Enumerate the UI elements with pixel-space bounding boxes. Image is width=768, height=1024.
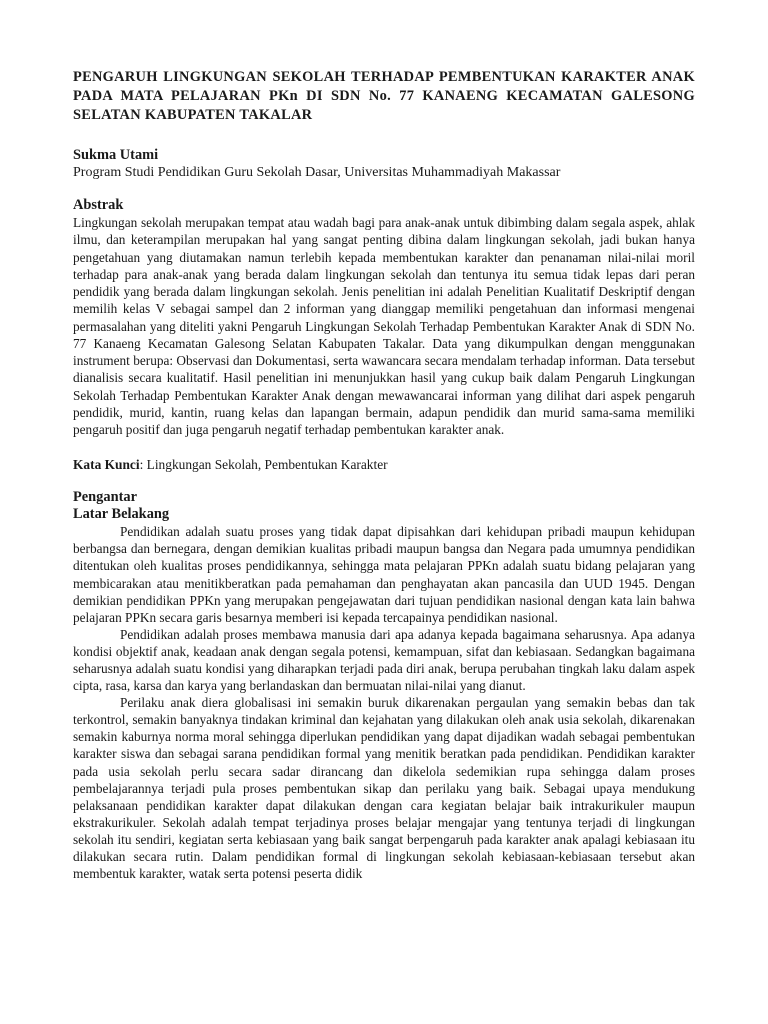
body-paragraph: Perilaku anak diera globalisasi ini semakin buruk dikarenakan pergaulan yang semakin bebas dan tak terkontrol, semakin banyaknya tindakan kriminal dan kejahatan yang dilakukan oleh anak usia sekolah, dikarenakan semakin kaburnya norma moral sehingga diperlukan pendidikan yang dapat dijadikan wadah sebagai pembentukan karakter siswa dan sebagai sarana pendidikan formal yang menitik beratkan pada pendidikan. Pendidikan karakter pada usia sekolah perlu secara sadar dirancang dan dikelola sedemikian rupa sehingga dalam proses pembelajarannya terjadi pula proses pembentukan sikap dan perilaku yang baik. Sebagai upaya mendukung pelaksanaan pendidikan karakter dapat dilakukan dengan cara kegiatan belajar baik intrakurikuler maupun ekstrakurikuler. Sekolah adalah tempat terjadinya proses belajar mengajar yang tentunya terjadi di lingkungan sekolah itu sendiri, kegiatan serta kebiasaan yang baik sangat berpengaruh pada karakter anak apalagi kebiasaan itu dilakukan secara rutin. Dalam pendidikan formal di lingkungan sekolah kebiasaan-kebiasaan tersebut akan membentuk karakter, watak serta potensi peserta didik <box>73 695 695 882</box>
keywords <box>73 456 695 473</box>
paper-title: PENGARUH LINGKUNGAN SEKOLAH TERHADAP PEMBENTUKAN KARAKTER ANAK PADA MATA PELAJARAN PKn DI SDN No. 77 KANAENG KECAMATAN GALESONG SELATAN KABUPATEN TAKALAR <box>73 69 695 123</box>
author-name: Sukma Utami <box>73 147 159 163</box>
subsection-heading: Latar Belakang <box>73 506 170 523</box>
abstract-text: Lingkungan sekolah merupakan tempat atau wadah bagi para anak-anak untuk dibimbing dalam segala aspek, ahlak ilmu, dan keterampilan merupakan hal yang sangat penting dibina dalam lingkungan sekolah, jadi bukan hanya pengetahuan yang diutamakan namun terlebih kepada membentukan karakter dan penanaman nilai-nilai moril terhadap para anak-anak yang berada dalam lingkungan sekolah dan tentunya itu semua tidak lepas dari peran pendidik yang berada dalam lingkungan sekolah. Jenis penelitian ini adalah Penelitian Kualitatif Deskriptif dengan memilih kelas V sebagai sampel dan 2 informan yang dianggap memiliki pengetahuan dan informasi mengenai permasalahan yang diteliti yakni Pengaruh Lingkungan Sekolah Terhadap Pembentukan Karakter Anak di SDN No. 77 Kanaeng Kecamatan Galesong Selatan Kabupaten Takalar. Data yang dikumpulkan dengan menggunakan instrument berupa: Observasi dan Dokumentasi, serta wawancara secara mendalam terhadap informan. Data tersebut dianalisis secara kualitatif. Hasil penelitian ini menunjukkan hasil yang cukup baik dalam Pengaruh Lingkungan Sekolah Terhadap Pembentukan Karakter Anak dengan mewawancarai informan yang dilihat dari aspek pengaruh pendidik, murid, kantin, ruang kelas dan lapangan bermain, adapun pendidik dan murid sama-sama memiliki pengaruh positif dan juga pengaruh negatif terhadap pembentukan karakter anak. <box>73 215 695 437</box>
keywords-text: : Lingkungan Sekolah, Pembentukan Karakter <box>139 457 388 473</box>
author-affiliation: Program Studi Pendidikan Guru Sekolah Dasar, Universitas Muhammadiyah Makassar <box>73 165 561 180</box>
body-paragraph: Pendidikan adalah suatu proses yang tidak dapat dipisahkan dari kehidupan pribadi maupun kehidupan berbangsa dan bernegara, dengan demikian kualitas pribadi maupun bangsa dan Negara pada umumnya pendidikan ditentukan oleh kualitas proses pendidikannya, sehingga mata pelajaran PPKn adalah suatu bidang pelajaran yang membicarakan atau menitikberatkan pada pemahaman dan penghayatan akan pancasila dan UUD 1945. Dengan demikian pendidikan PPKn yang merupakan pengejawatan dari tujuan pendidikan nasional dengan kata lain bahwa pelajaran PPKn secara garis besarnya memberi isi kepada tercapainya pendidikan nasional. <box>73 524 695 625</box>
body-paragraph: Pendidikan adalah proses membawa manusia dari apa adanya kepada bagaimana seharusnya. Apa adanya kondisi objektif anak, keadaan anak dengan segala potensi, kemampuan, sifat dan kebiasaan. Sedangkan bagaimana seharusnya adalah suatu kondisi yang diharapkan terjadi pada diri anak, berupa perubahan tingkah laku dalam aspek cipta, rasa, karsa dan karya yang berlandaskan dan bermuatan nilai-nilai yang dianut. <box>73 626 695 694</box>
section-heading: Pengantar <box>73 489 137 506</box>
keywords-label: Kata Kunci <box>73 457 140 473</box>
paper-content <box>73 68 695 882</box>
abstract-heading: Abstrak <box>73 197 124 213</box>
